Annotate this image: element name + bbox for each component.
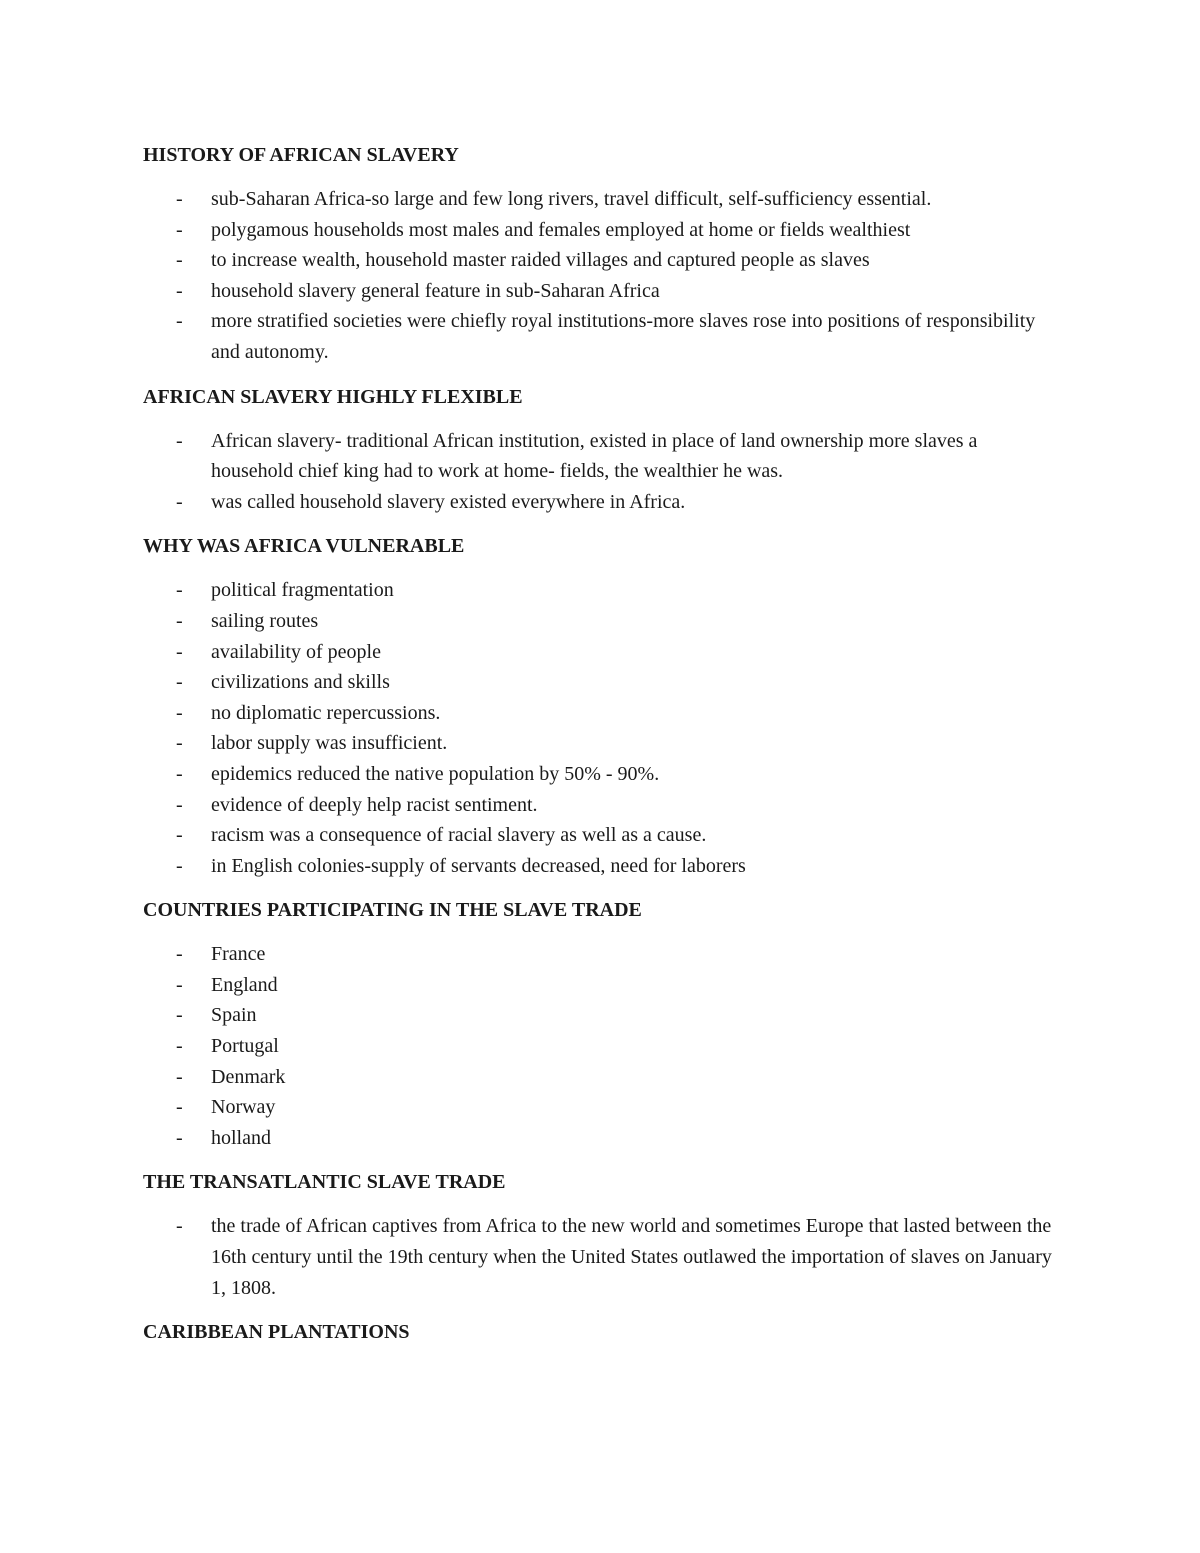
list-item (143, 1123, 1063, 1154)
section (143, 1317, 1063, 1347)
list-item-text: African slavery- traditional African institution, existed in place of land ownership more slaves a household chief king had to work at home- fields, the wealthier he was. (211, 429, 978, 483)
section (143, 140, 1063, 368)
list-item-text: sub-Saharan Africa-so large and few long rivers, travel difficult, self-sufficiency essential. (211, 188, 932, 210)
list-item (143, 184, 1063, 215)
list-item-text: household slavery general feature in sub-Saharan Africa (211, 279, 660, 302)
list-item-text: Norway (211, 1096, 276, 1119)
list-item (143, 426, 1063, 487)
list-item-text: political fragmentation (211, 579, 394, 602)
bullet-dash: - (176, 1035, 183, 1058)
bullet-dash: - (176, 490, 183, 513)
bullet-dash: - (176, 943, 183, 966)
section-heading: HISTORY OF AFRICAN SLAVERY (143, 144, 459, 166)
list-item-text: racism was a consequence of racial slavery as well as a cause. (211, 824, 707, 847)
list-item-text: sailing routes (211, 609, 319, 632)
bullet-dash: - (176, 671, 183, 694)
bullet-dash: - (176, 429, 183, 452)
bullet-dash: - (176, 1215, 183, 1238)
list-item (143, 728, 1063, 759)
list-item (143, 698, 1063, 729)
list-item (143, 851, 1063, 882)
list-item (143, 306, 1063, 367)
list-item-text: labor supply was insufficient. (211, 732, 448, 755)
bullet-list (143, 184, 1063, 368)
list-item-text: epidemics reduced the native population by 50% - 90%. (211, 762, 660, 785)
bullet-dash: - (176, 279, 183, 302)
list-item (143, 245, 1063, 276)
list-item (143, 276, 1063, 307)
list-item (143, 637, 1063, 668)
list-item-text: polygamous households most males and females employed at home or fields wealthiest (211, 218, 911, 241)
list-item-text: more stratified societies were chiefly royal institutions-more slaves rose into positions of responsibility and autonomy. (211, 310, 1036, 363)
bullet-list (143, 1211, 1063, 1303)
list-item-text: evidence of deeply help racist sentiment. (211, 793, 538, 816)
list-item-text: the trade of African captives from Africa to the new world and sometimes Europe that lasted between the 16th century until the 19th century when the United States outlawed the importation of slaves on January 1, 1808. (211, 1215, 1052, 1299)
list-item-text: England (211, 973, 278, 996)
bullet-list (143, 939, 1063, 1153)
bullet-dash: - (176, 218, 183, 241)
list-item-text: France (211, 943, 266, 966)
list-item-text: Spain (211, 1004, 257, 1027)
list-item-text: civilizations and skills (211, 671, 390, 694)
list-item-text: no diplomatic repercussions. (211, 701, 441, 724)
list-item (143, 575, 1063, 606)
bullet-dash: - (176, 1065, 183, 1088)
list-item (143, 606, 1063, 637)
section (143, 895, 1063, 1153)
list-item (143, 790, 1063, 821)
section-heading: AFRICAN SLAVERY HIGHLY FLEXIBLE (143, 385, 523, 408)
list-item (143, 820, 1063, 851)
list-item-text: Denmark (211, 1065, 286, 1088)
bullet-list (143, 575, 1063, 881)
bullet-dash: - (176, 824, 183, 847)
bullet-dash: - (176, 1004, 183, 1027)
list-item (143, 1211, 1063, 1303)
section-heading: THE TRANSATLANTIC SLAVE TRADE (143, 1171, 506, 1194)
list-item (143, 667, 1063, 698)
list-item-text: holland (211, 1126, 271, 1149)
list-item-text: in English colonies-supply of servants decreased, need for laborers (211, 854, 746, 877)
list-item (143, 215, 1063, 246)
bullet-dash: - (176, 793, 183, 816)
list-item-text: to increase wealth, household master raided villages and captured people as slaves (211, 249, 870, 272)
list-item (143, 1092, 1063, 1123)
section (143, 382, 1063, 518)
document-page (143, 140, 1063, 1361)
section (143, 531, 1063, 881)
list-item (143, 1000, 1063, 1031)
section-heading: WHY WAS AFRICA VULNERABLE (143, 535, 465, 558)
list-item (143, 1031, 1063, 1062)
bullet-list (143, 426, 1063, 518)
bullet-dash: - (176, 640, 183, 663)
list-item (143, 487, 1063, 518)
list-item-text: was called household slavery existed everywhere in Africa. (211, 490, 686, 513)
bullet-dash: - (176, 762, 183, 785)
bullet-dash: - (176, 1126, 183, 1149)
bullet-dash: - (176, 1096, 183, 1119)
list-item-text: Portugal (211, 1035, 279, 1058)
bullet-dash: - (176, 249, 183, 272)
bullet-dash: - (176, 701, 183, 724)
section-heading: CARIBBEAN PLANTATIONS (143, 1321, 410, 1344)
list-item-text: availability of people (211, 640, 381, 663)
bullet-dash: - (176, 854, 183, 877)
bullet-dash: - (176, 609, 183, 632)
section-heading: COUNTRIES PARTICIPATING IN THE SLAVE TRADE (143, 899, 642, 922)
section (143, 1167, 1063, 1303)
list-item (143, 1062, 1063, 1093)
bullet-dash: - (176, 310, 183, 333)
list-item (143, 970, 1063, 1001)
bullet-dash: - (176, 973, 183, 996)
list-item (143, 759, 1063, 790)
bullet-dash: - (176, 732, 183, 755)
bullet-dash: - (176, 579, 183, 602)
bullet-dash: - (176, 188, 183, 210)
list-item (143, 939, 1063, 970)
